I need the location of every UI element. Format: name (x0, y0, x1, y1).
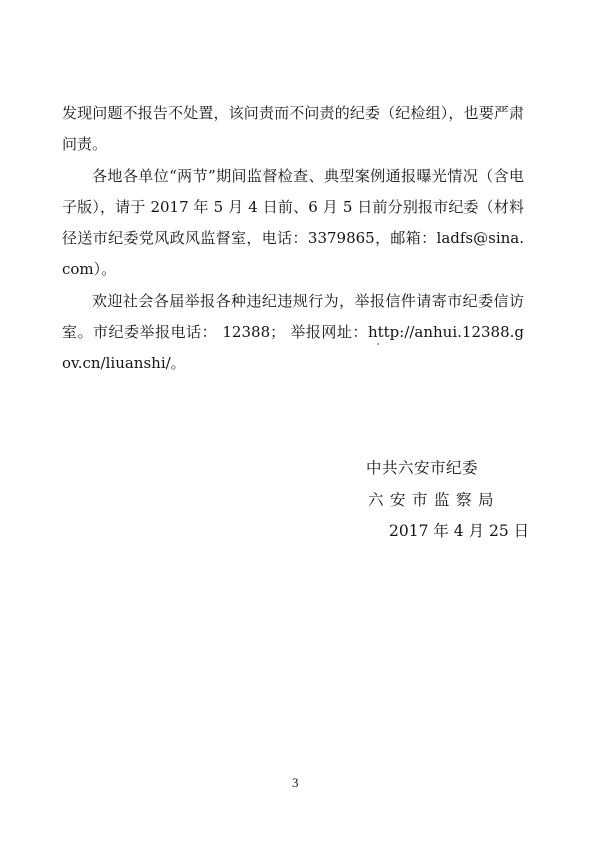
scan-speck (377, 343, 379, 345)
signature-bureau: 六安市监察局 (368, 491, 501, 509)
signature-organization: 中共六安市纪委 (366, 459, 479, 477)
signature-date: 2017 年 4 月 25 日 (389, 522, 530, 540)
document-body (62, 98, 524, 380)
paragraph-public-reporting: 欢迎社会各届举报各种违纪违规行为，举报信件请寄市纪委信访室。市纪委举报电话： 12388； 举报网址：http://anhui.12388.gov.cn/liuanshi/。 (62, 291, 524, 373)
page-number: 3 (292, 775, 299, 790)
paragraph-reporting-deadline: 各地各单位“两节”期间监督检查、典型案例通报曝光情况（含电子版），请于 2017 年 5 月 4 日前、6 月 5 日前分别报市纪委（材料径送市纪委党风政风监督室，电话：3379865，邮箱：ladfs@sina.com）。 (62, 166, 524, 279)
paragraph-accountability: 发现问题不报告不处置，该问责而不问责的纪委（纪检组），也要严肃问责。 (62, 104, 524, 154)
